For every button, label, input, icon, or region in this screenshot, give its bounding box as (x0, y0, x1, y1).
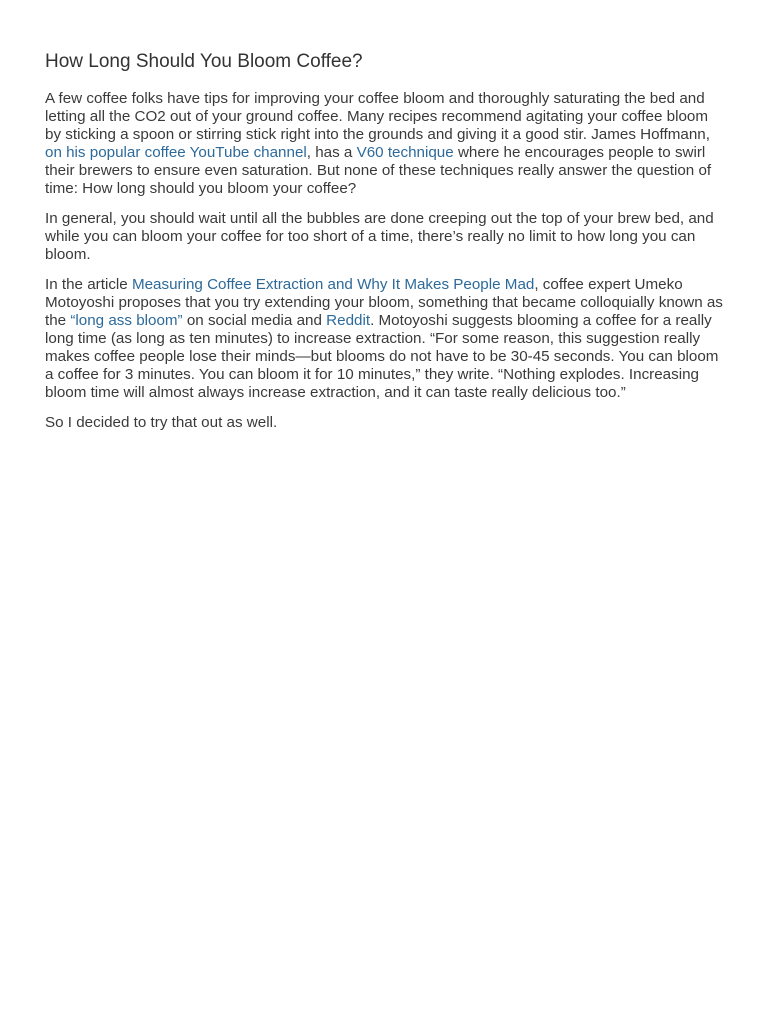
measuring-coffee-extraction-link[interactable]: Measuring Coffee Extraction and Why It Makes People Mad (131, 276, 535, 293)
paragraph-3-text-2: , coffee expert Umeko Motoyoshi proposes that you try extending your bloom, something that became colloquially known as the (45, 276, 723, 329)
paragraph-3-text-1: In the article (45, 276, 132, 293)
paragraph-1-text-3: where he encourages people to swirl their brewers to ensure even saturation. But none of these techniques really answer the question of time: How long should you bloom your coffee? (45, 144, 712, 197)
paragraph-1-text-1: A few coffee folks have tips for improving your coffee bloom and thoroughly saturating the bed and letting all the CO2 out of your ground coffee. Many recipes recommend agitating your coffee bloom by sticking a spoon or stirring stick right into the grounds and giving it a good stir. James Hoffmann, (45, 90, 710, 143)
article-title: How Long Should You Bloom Coffee? (45, 51, 363, 72)
paragraph-3-text-4: . Motoyoshi suggests blooming a coffee for a really long time (as long as ten minutes) to increase extraction. “For some reason, this suggestion really makes coffee people lose their minds—but blooms do not have to be 30-45 seconds. You can bloom a coffee for 3 minutes. You can bloom it for 10 minutes,” they write. “Nothing explodes. Increasing bloom time will almost always increase extraction, and it can taste really delicious too.” (45, 312, 719, 401)
long-ass-bloom-link[interactable]: “long ass bloom” (70, 312, 183, 329)
article (45, 50, 728, 444)
paragraph-3 (45, 276, 728, 402)
paragraph-2: In general, you should wait until all the bubbles are done creeping out the top of your brew bed, and while you can bloom your coffee for too short of a time, there’s really no limit to how long you can bloom. (45, 210, 714, 263)
reddit-link[interactable]: Reddit (326, 312, 371, 329)
paragraph-4: So I decided to try that out as well. (45, 414, 278, 431)
youtube-channel-link[interactable]: on his popular coffee YouTube channel (45, 144, 307, 161)
paragraph-1 (45, 90, 728, 198)
paragraph-1-text-2: , has a (306, 144, 357, 161)
v60-technique-link[interactable]: V60 technique (356, 144, 454, 161)
paragraph-3-text-3: on social media and (182, 312, 327, 329)
